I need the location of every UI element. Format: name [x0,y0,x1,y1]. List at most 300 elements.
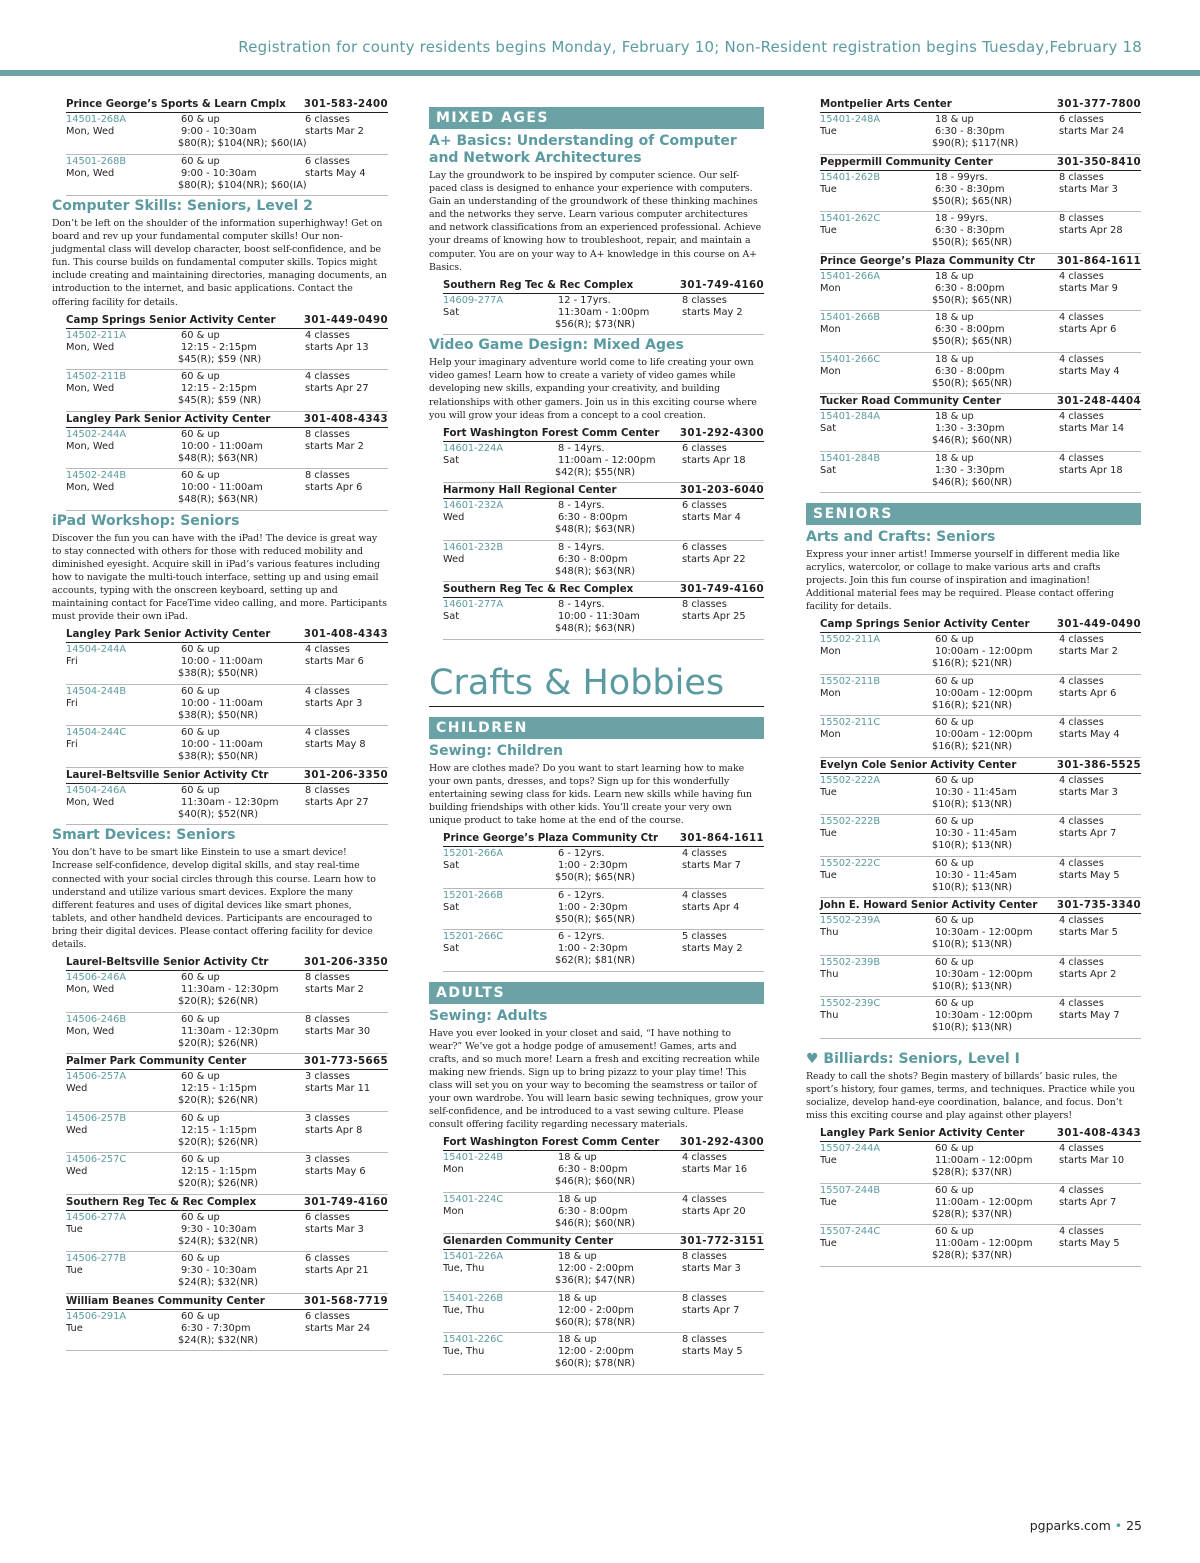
class-code[interactable]: 15502-222C [820,857,881,869]
class-row [443,1250,764,1292]
course-description: Discover the fun you can have with the iPad! The device is great way to stay connected with others for those with reduced mobility and diminished eyesight. Acquire skill in iPad’s various features including how to navigate the multi-touch interface, setting up and using email accounts, typing with the onscreen keyboard, setting up and maintaining contact for FaceTime video calling, and more. Participants must provide their own iPad. [52,532,387,623]
facility-header [820,898,1141,914]
class-start: starts Mar 3 [682,1263,741,1275]
class-start: starts May 7 [1059,1010,1120,1022]
class-age: 12 - 17yrs. [558,294,611,306]
class-time: 12:15 - 2:15pm [181,383,257,395]
class-code[interactable]: 15401-284B [820,452,881,464]
class-count: 4 classes [1059,1184,1104,1196]
facility-phone[interactable]: 301-449-0490 [1056,619,1141,631]
class-start: starts May 5 [682,1346,743,1358]
facility-name: Prince George’s Plaza Community Ctr [443,833,659,845]
facility-phone[interactable]: 301-206-3350 [303,769,388,781]
class-row [820,914,1141,956]
class-time: 11:00am - 12:00pm [935,1155,1033,1167]
column-left [52,97,388,1351]
class-fee: $50(R); $65(NR) [932,237,1013,248]
class-age: 60 & up [181,1013,220,1025]
facility-phone[interactable]: 301-292-4300 [679,427,764,439]
class-count: 6 classes [682,500,727,512]
class-code[interactable]: 14504-244A [66,644,127,656]
class-start: starts Apr 6 [1059,324,1117,335]
class-time: 9:00 - 10:30am [181,126,257,137]
header-rule [0,70,1200,76]
class-age: 18 & up [935,452,974,464]
class-count: 6 classes [1059,114,1104,125]
class-fee: $16(R); $21(NR) [932,699,1013,711]
class-count: 8 classes [1059,213,1104,224]
class-code[interactable]: 15502-211A [820,634,881,646]
class-count: 8 classes [305,428,350,440]
class-code[interactable]: 14504-244C [66,727,127,739]
class-code[interactable]: 14506-277A [66,1211,127,1223]
class-age: 60 & up [935,717,974,729]
course-title: ♥ Billiards: Seniors, Level I [806,1050,1020,1067]
class-count: 8 classes [682,294,727,306]
course-title: iPad Workshop: Seniors [52,512,240,529]
class-row [66,1211,388,1253]
class-start: starts Mar 24 [305,1322,371,1334]
class-code[interactable]: 15502-211C [820,717,881,729]
class-row [66,685,388,727]
class-days: Tue, Thu [443,1304,485,1316]
class-start: starts Apr 2 [1059,968,1117,980]
class-code[interactable]: 15401-224C [443,1193,504,1205]
class-time: 11:00am - 12:00pm [935,1238,1033,1250]
class-row [66,370,388,412]
class-fee: $48(R); $63(NR) [178,452,259,464]
class-start: starts May 6 [305,1166,366,1178]
class-code[interactable]: 15401-262C [820,213,881,224]
facility-phone[interactable]: 301-864-1611 [1056,255,1141,267]
class-row [820,633,1141,675]
facility-phone[interactable]: 301-248-4404 [1056,396,1141,407]
spacer [806,1039,1141,1049]
class-code[interactable]: 14601-224A [443,442,504,454]
facility-phone[interactable]: 301-292-4300 [679,1137,764,1149]
class-start: starts Mar 24 [1059,126,1125,137]
facility-header [66,97,388,113]
class-time: 10:30am - 12:00pm [935,968,1033,980]
class-count: 4 classes [1059,857,1104,869]
class-row [820,270,1141,312]
class-age: 6 - 12yrs. [558,889,605,901]
facility-header [820,155,1141,171]
class-code[interactable]: 14506-257C [66,1154,127,1166]
class-time: 6:30 - 8:00pm [558,1164,628,1176]
class-code[interactable]: 15401-248A [820,114,881,125]
class-count: 4 classes [1059,353,1104,365]
facility-phone[interactable]: 301-449-0490 [303,314,388,326]
class-start: starts Mar 10 [1059,1155,1125,1167]
class-age: 60 & up [935,634,974,646]
class-code[interactable]: 15507-244C [820,1226,881,1238]
class-code[interactable]: 15401-226B [443,1292,504,1304]
class-count: 4 classes [682,1193,727,1205]
class-time: 6:30 - 8:00pm [935,365,1005,377]
class-row [820,311,1141,353]
facility-phone[interactable]: 301-408-4343 [303,413,388,425]
class-code[interactable]: 14506-257B [66,1112,127,1124]
class-start: starts May 8 [305,739,366,751]
class-count: 3 classes [305,1154,350,1166]
class-start: starts Mar 6 [305,656,364,668]
class-time: 10:00 - 11:00am [181,656,263,668]
facility-phone[interactable]: 301-583-2400 [303,99,388,110]
class-fee: $62(R); $81(NR) [555,955,636,967]
class-code[interactable]: 15401-262B [820,171,881,183]
class-days: Mon [820,365,841,377]
class-age: 60 & up [181,972,220,984]
course-title: Arts and Crafts: Seniors [806,529,996,545]
facility-header [66,1294,388,1310]
course-description: Express your inner artist! Immerse yourself in different media like acrylics, watercolor, or collage to make various arts and crafts projects. Join this fun course of inspiration and imagination! Additional material fees may be required. Please contact offering facility for details. [806,549,1120,613]
class-row [820,353,1141,395]
class-fee: $10(R); $13(NR) [932,840,1013,852]
class-time: 10:00 - 11:00am [181,482,263,494]
class-row [820,997,1141,1039]
facility-name: Fort Washington Forest Comm Center [443,427,660,439]
class-count: 4 classes [1059,998,1104,1010]
class-days: Tue [820,869,837,881]
class-count: 6 classes [682,442,727,454]
class-code[interactable]: 15201-266A [443,848,504,860]
class-days: Mon, Wed [66,1025,115,1037]
class-row [820,410,1141,452]
class-time: 1:00 - 2:30pm [558,860,628,872]
class-days: Sat [443,943,460,955]
class-code[interactable]: 15201-266C [443,931,504,943]
class-fee: $38(R); $50(NR) [178,668,259,680]
class-count: 3 classes [305,1112,350,1124]
class-age: 18 & up [558,1152,597,1164]
facility-phone[interactable]: 301-749-4160 [679,584,764,596]
facility-header [443,831,764,847]
class-code[interactable]: 15502-239B [820,956,881,968]
class-days: Wed [66,1166,88,1178]
course-title: Video Game Design: Mixed Ages [429,337,684,354]
class-row [443,541,764,583]
class-fee: $24(R); $32(NR) [178,1334,259,1346]
class-days: Mon [443,1205,464,1217]
class-count: 8 classes [305,470,350,482]
facility-phone[interactable]: 301-408-4343 [303,629,388,641]
class-start: starts Apr 27 [305,383,369,395]
class-row [443,1193,764,1235]
class-code[interactable]: 14502-211A [66,329,127,341]
class-code[interactable]: 14501-268B [66,155,127,167]
class-code[interactable]: 15502-239C [820,998,881,1010]
facility-header [443,582,764,598]
class-fee: $48(R); $63(NR) [555,565,636,577]
column-middle [429,97,764,1375]
class-count: 4 classes [1059,956,1104,968]
class-start: starts Apr 18 [682,454,746,466]
class-count: 4 classes [305,727,350,739]
class-days: Tue [820,126,837,137]
class-days: Tue [820,1196,837,1208]
facility-phone[interactable]: 301-749-4160 [303,1196,388,1208]
class-code[interactable]: 14502-244B [66,470,127,482]
class-row [820,815,1141,857]
class-time: 10:00 - 11:00am [181,739,263,751]
facility-phone[interactable]: 301-749-4160 [679,279,764,291]
category-band: CHILDREN [429,717,764,739]
class-count: 8 classes [305,1013,350,1025]
class-days: Mon [820,646,841,658]
class-days: Tue, Thu [443,1346,485,1358]
class-time: 6:30 - 8:00pm [558,1205,628,1217]
facility-phone[interactable]: 301-206-3350 [303,957,388,969]
class-time: 9:00 - 10:30am [181,167,257,179]
facility-name: Harmony Hall Regional Center [443,485,617,497]
class-time: 10:00 - 11:00am [181,440,263,452]
facility-name: Evelyn Cole Senior Activity Center [820,759,1017,771]
class-days: Tue [66,1322,83,1334]
footer-separator: • [1114,1518,1123,1533]
class-count: 4 classes [1059,1143,1104,1155]
facility-phone[interactable]: 301-350-8410 [1056,156,1141,168]
facility-name: Glenarden Community Center [443,1236,614,1248]
facility-phone[interactable]: 301-203-6040 [679,485,764,497]
class-fee: $50(R); $65(NR) [932,195,1013,207]
class-start: starts Mar 2 [305,126,364,137]
class-time: 6:30 - 8:00pm [935,324,1005,335]
facility-name: Langley Park Senior Activity Center [820,1128,1025,1140]
class-code[interactable]: 15502-239A [820,915,881,927]
facility-phone[interactable]: 301-772-3151 [679,1236,764,1248]
class-fee: $10(R); $13(NR) [932,881,1013,893]
class-code[interactable]: 15401-266A [820,270,881,282]
class-code[interactable]: 14504-244B [66,685,127,697]
class-days: Thu [820,968,839,980]
class-start: starts May 5 [1059,869,1120,881]
class-row [66,428,388,470]
class-time: 12:15 - 1:15pm [181,1124,257,1136]
class-days: Mon [820,729,841,741]
course-title: Computer Skills: Seniors, Level 2 [52,198,313,214]
class-time: 12:15 - 2:15pm [181,341,257,353]
class-code[interactable]: 15401-266B [820,312,881,323]
class-days: Sat [443,860,460,872]
class-age: 8 - 14yrs. [558,442,605,454]
class-days: Mon, Wed [66,440,115,452]
class-days: Wed [66,1124,88,1136]
category-band: ADULTS [429,982,764,1004]
course-title: Sewing: Children [429,742,563,759]
course-description: Don’t be left on the shoulder of the information superhighway! Get on board and rev up your fundamental computer skills! Our non-judgmental class will develop character, boost self-confidence, and be fun. This course builds on fundamental computer skills. Topics might include creating and maintaining directories, managing documents, an introduction to the internet, and basic applications. Contact the offering facility for details. [52,218,387,308]
class-code[interactable]: 14506-277B [66,1253,127,1265]
class-row [66,1013,388,1055]
class-start: starts Apr 20 [682,1205,746,1217]
class-code[interactable]: 14502-211B [66,371,127,383]
class-row [443,294,764,336]
facility-phone[interactable]: 301-864-1611 [679,833,764,845]
class-code[interactable]: 15201-266B [443,889,504,901]
class-row [66,1153,388,1195]
class-time: 11:00am - 12:00pm [935,1196,1033,1208]
class-count: 4 classes [682,889,727,901]
class-start: starts Apr 13 [305,341,369,353]
class-time: 11:00am - 12:00pm [558,454,656,466]
class-age: 60 & up [181,784,220,796]
class-fee: $28(R); $37(NR) [932,1167,1013,1179]
class-age: 60 & up [181,1071,220,1083]
class-code[interactable]: 14601-232B [443,541,504,553]
class-age: 60 & up [935,998,974,1010]
class-days: Tue [820,225,837,236]
class-row [66,784,388,826]
class-age: 60 & up [181,685,220,697]
class-fee: $50(R); $65(NR) [555,913,636,925]
class-start: starts Mar 4 [682,512,741,524]
class-days: Mon, Wed [66,383,115,395]
class-start: starts Mar 2 [1059,646,1118,658]
site-url[interactable]: pgparks.com [1029,1518,1111,1533]
class-code[interactable]: 14506-246A [66,972,127,984]
class-days: Thu [820,927,839,939]
class-fee: $46(R); $60(NR) [932,435,1013,446]
course-title: Sewing: Adults [429,1007,548,1024]
facility-phone[interactable]: 301-408-4343 [1056,1128,1141,1140]
class-time: 10:30 - 11:45am [935,828,1017,840]
class-row [820,1225,1141,1267]
class-time: 10:00 - 11:00am [181,697,263,709]
class-code[interactable]: 15401-226C [443,1334,504,1346]
class-days: Fri [66,697,78,709]
class-start: starts Apr 6 [305,482,363,494]
facility-phone[interactable]: 301-735-3340 [1056,900,1141,912]
class-row [820,113,1141,155]
course-description: You don’t have to be smart like Einstein to use a smart device! Increase self-confidence, develop digital skills, and stay real-time connected with your social circles through this course. Learn how to understand and utilize various smart devices. Explore the many different features and uses of digital devices like smart phones, tablets, and other handheld devices. Participants are encouraged to bring their digital devices. Please contact offering facility for device details. [52,847,376,950]
class-age: 60 & up [181,470,220,482]
class-code[interactable]: 14506-291A [66,1310,127,1322]
facility-name: William Beanes Community Center [66,1295,265,1307]
class-count: 6 classes [682,541,727,553]
class-days: Thu [820,1010,839,1022]
class-fee: $38(R); $50(NR) [178,709,259,721]
class-code[interactable]: 14609-277A [443,294,504,306]
class-code[interactable]: 15507-244A [820,1143,881,1155]
class-days: Mon, Wed [66,796,115,808]
class-code[interactable]: 14601-232A [443,500,504,512]
class-code[interactable]: 15401-224B [443,1152,504,1164]
class-days: Mon, Wed [66,984,115,996]
class-time: 6:30 - 8:00pm [935,282,1005,294]
facility-phone[interactable]: 301-568-7719 [303,1295,388,1307]
class-count: 8 classes [682,1334,727,1346]
category-band: MIXED AGES [429,107,764,129]
facility-phone[interactable]: 301-386-5525 [1056,759,1141,771]
class-time: 11:30am - 1:00pm [558,306,650,318]
class-fee: $60(R); $78(NR) [555,1358,636,1370]
facility-name: Laurel-Beltsville Senior Activity Ctr [66,769,269,781]
class-code[interactable]: 14506-246B [66,1013,127,1025]
class-row [66,1252,388,1294]
class-start: starts Apr 3 [305,697,363,709]
class-days: Fri [66,739,78,751]
class-fee: $50(R); $65(NR) [932,377,1013,389]
class-row [66,469,388,511]
class-count: 6 classes [305,1310,350,1322]
class-count: 4 classes [305,329,350,341]
class-code[interactable]: 15401-266C [820,353,881,365]
class-count: 4 classes [1059,717,1104,729]
class-row [820,1184,1141,1226]
class-row [820,1142,1141,1184]
class-count: 4 classes [1059,774,1104,786]
facility-header [820,758,1141,774]
class-code[interactable]: 15502-222B [820,816,881,828]
class-start: starts Mar 16 [682,1164,748,1176]
class-code[interactable]: 14504-246A [66,784,127,796]
class-fee: $10(R); $13(NR) [932,980,1013,992]
class-count: 4 classes [1059,312,1104,323]
class-start: starts Apr 7 [682,1304,740,1316]
class-fee: $45(R); $59 (NR) [178,395,262,407]
facility-phone[interactable]: 301-773-5665 [303,1056,388,1068]
class-code[interactable]: 15401-226A [443,1251,504,1263]
class-code[interactable]: 14501-268A [66,114,127,125]
class-code[interactable]: 14601-277A [443,599,504,611]
class-code[interactable]: 15502-222A [820,774,881,786]
class-fee: $50(R); $65(NR) [555,872,636,884]
class-days: Fri [66,656,78,668]
class-count: 4 classes [305,644,350,656]
class-age: 6 - 12yrs. [558,931,605,943]
class-count: 4 classes [305,371,350,383]
class-age: 60 & up [181,155,220,167]
class-time: 11:30am - 12:30pm [181,984,279,996]
class-count: 4 classes [682,1152,727,1164]
class-count: 6 classes [305,114,350,125]
class-start: starts Mar 3 [305,1223,364,1235]
class-code[interactable]: 15401-284A [820,411,881,422]
class-age: 18 & up [558,1193,597,1205]
section-title: Crafts & Hobbies [429,662,764,707]
class-code[interactable]: 14506-257A [66,1071,127,1083]
facility-header [443,278,764,294]
category-band: SENIORS [806,503,1141,525]
class-age: 60 & up [181,428,220,440]
class-age: 60 & up [181,1310,220,1322]
class-count: 4 classes [1059,452,1104,464]
facility-phone[interactable]: 301-377-7800 [1056,99,1141,110]
class-start: starts May 4 [1059,729,1120,741]
class-age: 8 - 14yrs. [558,599,605,611]
facility-name: John E. Howard Senior Activity Center [820,900,1038,912]
class-days: Wed [443,512,465,524]
class-age: 18 - 99yrs. [935,171,988,183]
course-description: Ready to call the shots? Begin mastery of billards’ basic rules, the sport’s history, four games, terms, and techniques. Practice while you socialize, develop hand-eye coordination, balance, and focus. Don’t miss this exciting course and play against other players! [806,1070,1135,1122]
class-row [66,329,388,371]
class-row [66,726,388,768]
facility-name: Langley Park Senior Activity Center [66,629,271,641]
class-start: starts Apr 4 [682,901,740,913]
class-fee: $48(R); $63(NR) [178,494,259,506]
class-time: 10:30 - 11:45am [935,786,1017,798]
class-code[interactable]: 14502-244A [66,428,127,440]
class-code[interactable]: 15502-211B [820,675,881,687]
class-fee: $24(R); $32(NR) [178,1235,259,1247]
class-days: Mon, Wed [66,167,115,179]
class-fee: $20(R); $26(NR) [178,1178,259,1190]
class-days: Mon [820,282,841,294]
class-code[interactable]: 15507-244B [820,1184,881,1196]
class-count: 4 classes [1059,675,1104,687]
class-row [66,971,388,1013]
class-fee: $48(R); $63(NR) [555,524,636,536]
